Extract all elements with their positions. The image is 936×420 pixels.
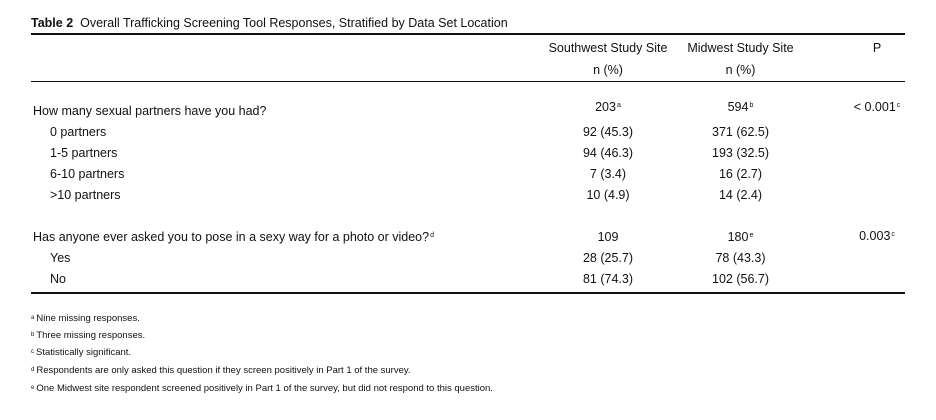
table-cell: 193 (32.5) <box>712 146 769 160</box>
table-row-label: Yes <box>50 251 71 265</box>
header-rule <box>31 81 905 82</box>
table-label: Table 2 <box>31 16 74 30</box>
section2-total-midwest: 180e <box>727 230 754 244</box>
question-pose-photo: Has anyone ever asked you to pose in a sexy way for a photo or video?$^d$ <box>33 230 434 244</box>
footnote: $^e$ One Midwest site respondent screened positively in Part 1 of the survey, but did not respond to this question. <box>31 383 493 394</box>
section2-p-value: 0.003$^c$ <box>859 229 895 243</box>
table-cell: 78 (43.3) <box>715 251 766 265</box>
table-cell: 10 (4.9) <box>586 188 630 202</box>
header-p: P <box>872 41 882 55</box>
section1-total-midwest: 594$^b$ <box>727 100 754 114</box>
table-cell: 14 (2.4) <box>718 188 763 202</box>
table-row-label: No <box>50 272 66 286</box>
table-cell: 371 (62.5) <box>712 125 769 139</box>
table-cell: 92 (45.3) <box>582 125 634 139</box>
header-midwest-subheader: n (%) <box>725 63 756 77</box>
table-row-label: >10 partners <box>50 188 121 202</box>
header-midwest: Midwest Study Site <box>687 41 794 55</box>
footnote: $^b$ Three missing responses. <box>31 330 146 341</box>
table-cell: 94 (46.3) <box>582 146 634 160</box>
table-title: Overall Trafficking Screening Tool Responses, Stratified by Data Set Location <box>80 16 508 30</box>
header-southwest: Southwest Study Site <box>548 41 668 55</box>
table-cell: 102 (56.7) <box>712 272 769 286</box>
section1-p-value: < 0.001$^c$ <box>853 100 901 114</box>
table-cell: 16 (2.7) <box>718 167 763 181</box>
header-southwest-subheader: n (%) <box>593 63 623 77</box>
section2-total-southwest: 109 <box>597 230 619 244</box>
footnote: $^a$ Nine missing responses. <box>31 313 140 324</box>
section1-total-southwest: 203$^a$ <box>595 100 621 114</box>
table-cell: 81 (74.3) <box>582 272 634 286</box>
table-cell: 28 (25.7) <box>582 251 634 265</box>
table-row-label: 1-5 partners <box>50 146 118 160</box>
top-rule <box>31 33 905 35</box>
table-row-label: 6-10 partners <box>50 167 125 181</box>
table-row-label: 0 partners <box>50 125 107 139</box>
table-cell: 7 (3.4) <box>589 167 627 181</box>
bottom-rule <box>31 292 905 294</box>
footnote: $^d$ Respondents are only asked this question if they screen positively in Part 1 of the survey. <box>31 365 411 376</box>
table-caption <box>31 16 508 30</box>
question-sexual-partners: How many sexual partners have you had? <box>33 104 267 118</box>
footnote: $^c$ Statistically significant. <box>31 347 132 358</box>
